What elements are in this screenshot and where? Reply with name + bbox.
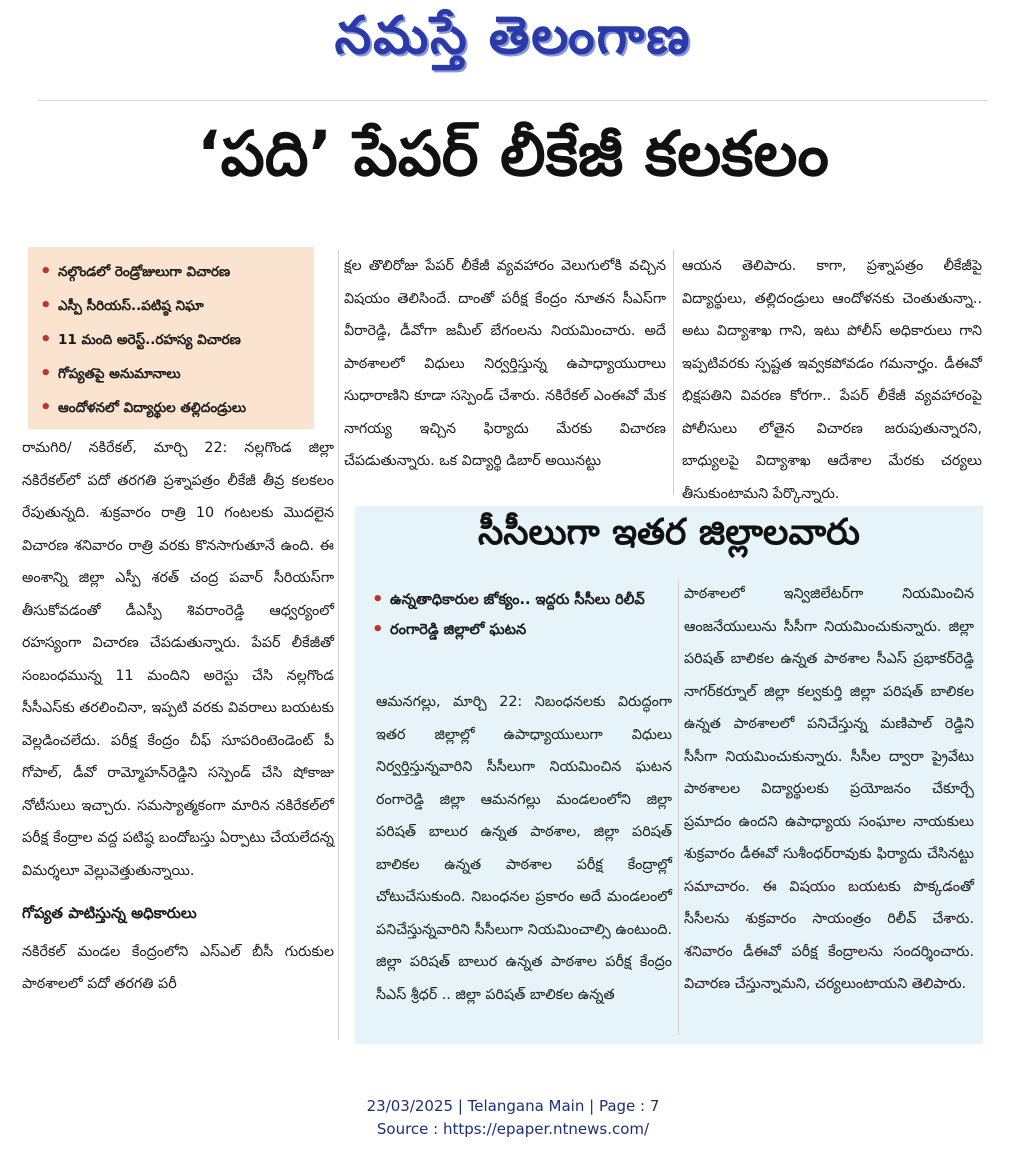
highlights-box — [28, 247, 314, 429]
article-paragraph: నకిరేకల్ మండల కేంద్రంలోని ఎస్‌ఎల్ బీసీ గురుకుల పాఠశాలలో పదో తరగతి పరీ — [22, 943, 334, 992]
article-column-3 — [682, 250, 982, 510]
column-divider — [673, 250, 674, 495]
article-paragraph: ఆమనగల్లు, మార్చి 22: నిబంధనలకు విరుద్ధంగా ఇతర జిల్లాల్లో ఉపాధ్యాయులుగా విధులు నిర్వర్తిస్తున్నవారిని సీసీలుగా నియమించిన ఘటన రంగారెడ్డి జిల్లా ఆమనగల్లు మండలంలోని జిల్లా పరిషత్ బాలుర ఉన్నత పాఠశాల, జిల్లా పరిషత్ బాలికల ఉన్నత పాఠశాల పరీక్ష కేంద్రాల్లో చోటుచేసుకుంది. నిబంధనల ప్రకారం అదే మండలంలో పనిచేస్తున్నవారిని సీసీలుగా నియమించాల్సి ఉంటుంది. జిల్లా పరిషత్ బాలుర ఉన్నత పాఠశాల పరీక్ష కేంద్రం సీఎస్ శ్రీధర్ .. జిల్లా పరిషత్ బాలికల ఉన్నత — [376, 694, 672, 1003]
article-column-2 — [344, 250, 666, 478]
highlights-list — [28, 247, 314, 425]
column-divider — [678, 580, 679, 1035]
sidebar-highlights — [362, 585, 682, 645]
highlight-item: • ఎస్పీ సీరియస్..పటిష్ఠ నిఘా — [58, 289, 308, 323]
article-paragraph: రామగిరి/ నకిరేకల్, మార్చి 22: నల్లగొండ జిల్లా నకిరేకల్‌లో పదో తరగతి ప్రశ్నాపత్రం లీకేజీ తీవ్ర కలకలం రేపుతున్నది. శుక్రవారం రాత్రి 10 గంటలకు మొదలైన విచారణ శనివారం రాత్రి వరకు కొనసాగుతూనే ఉంది. ఈ అంశాన్ని జిల్లా ఎస్పీ శరత్ చంద్ర పవార్ సీరియస్‌గా తీసుకోవడంతో డీఎస్పీ శివరాంరెడ్డి ఆధ్వర్యంలో రహస్యంగా విచారణ చేపడుతున్నారు. పేపర్ లీకేజీతో సంబంధమున్న 11 మందిని అరెస్టు చేసి నల్లగొండ సీసీఎస్‌కు తరలించినా, ఇప్పటి వరకు వివరాలు బయటకు వెల్లడించలేదు. పరీక్ష కేంద్రం చీఫ్ సూపరింటెండెంట్ పీ గోపాల్, డీవో రామ్మోహన్‌రెడ్డిని సస్పెండ్ చేసి షోకాజు నోటీసులు ఇచ్చారు. సమస్యాత్మకంగా మారిన నకిరేకల్‌లో పరీక్ష కేంద్రాల వద్ద పటిష్ఠ బందోబస్తు ఏర్పాటు చేయలేదన్న విమర్శలూ వెల్లువెత్తుతున్నాయి. — [22, 440, 334, 879]
highlight-item: • 11 మంది అరెస్ట్..రహస్య విచారణ — [58, 323, 308, 357]
sidebar-story-title: సీసీలుగా ఇతర జిల్లాలవారు — [478, 512, 860, 553]
sidebar-highlight-item: • ఉన్నతాధికారుల జోక్యం.. ఇద్దరు సీసీలు రిలీవ్ — [390, 585, 682, 615]
sidebar-highlight-item: • రంగారెడ్డి జిల్లాలో ఘటన — [390, 615, 682, 645]
sidebar-story-column-1 — [376, 686, 672, 1011]
footer-source-link[interactable]: Source : https://epaper.ntnews.com/ — [376, 1120, 650, 1138]
highlight-item: • గోప్యతపై అనుమానాలు — [58, 357, 308, 391]
article-column-1 — [22, 432, 334, 1001]
article-paragraph: పాఠశాలలో ఇన్విజిలేటర్‌గా నియమించిన ఆంజనేయులును సీసీగా నియమించుకున్నారు. జిల్లా పరిషత్ బాలికల ఉన్నత పాఠశాల సీఎస్ ప్రభాకర్‌రెడ్డి నాగర్‌కర్నూల్ జిల్లా కల్వకుర్తి జిల్లా పరిషత్ బాలికల ఉన్నత పాఠశాలలో పనిచేస్తున్న మణిపాల్ రెడ్డిని సీసీగా నియమించుకున్నారు. సీసీల ద్వారా ప్రైవేటు పాఠశాలల విద్యార్థులకు ప్రయోజనం చేకూర్చే ప్రమాదం ఉందని ఉపాధ్యాయ సంఘాల నాయకులు శుక్రవారం డీఈవో సుశీంధర్‌రావుకు ఫిర్యాదు చేసినట్టు సమాచారం. ఈ విషయం బయటకు పొక్కడంతో సీసీలను శుక్రవారం సాయంత్రం రిలీవ్ చేశారు. శనివారం డీఈవో పరీక్ష కేంద్రాలను సందర్శించారు. విచారణ చేస్తున్నామని, చర్యలుంటాయని తెలిపారు. — [684, 586, 974, 992]
newspaper-masthead: నమస్తే తెలంగాణ — [334, 6, 692, 66]
masthead-rule — [38, 100, 988, 101]
article-headline: ‘పది’ పేపర్ లీకేజీ కలకలం — [197, 117, 829, 190]
highlight-item: • ఆందోళనలో విద్యార్థుల తల్లిదండ్రులు — [58, 391, 308, 425]
article-paragraph: ఆయన తెలిపారు. కాగా, ప్రశ్నాపత్రం లీకేజీపై విద్యార్థులు, తల్లిదండ్రులు ఆందోళనకు చెంతుతున్నా.. అటు విద్యాశాఖ గాని, ఇటు పోలీస్ అధికారులు గాని ఇప్పటివరకు స్పష్టత ఇవ్వకపోవడం గమనార్హం. డీఈవో భిక్షపతిని వివరణ కోరగా.. పేపర్ లీకేజీ వ్యవహారంపై పోలీసులు లోతైన విచారణ జరుపుతున్నారని, బాధ్యులపై విద్యాశాఖ ఆదేశాల మేరకు చర్యలు తీసుకుంటామని పేర్కొన్నారు. — [682, 258, 982, 502]
highlight-item: • నల్గొండలో రెండ్రోజులుగా విచారణ — [58, 255, 308, 289]
article-paragraph: క్షల తొలిరోజు పేపర్ లీకేజీ వ్యవహారం వెలుగులోకి వచ్చిన విషయం తెలిసిందే. దాంతో పరీక్ష కేంద్రం నూతన సీఎస్‌గా వీరారెడ్డి, డీవోగా జమీల్ బేగంలను నియమించారు. అదే పాఠశాలలో విధులు నిర్వర్తిస్తున్న ఉపాధ్యాయురాలు సుధారాణిని కూడా సస్పెండ్ చేశారు. నకిరేకల్ ఎంఈవో మేక నాగయ్య ఇచ్చిన ఫిర్యాదు మేరకు విచారణ చేపడుతున్నారు. ఒక విద్యార్థి డిబార్ అయినట్టు — [344, 258, 666, 469]
article-subheading: గోప్యత పాటిస్తున్న అధికారులు — [22, 904, 197, 922]
sidebar-highlights-list — [362, 585, 682, 645]
sidebar-story-column-2 — [684, 578, 974, 1001]
column-divider — [338, 250, 339, 1040]
footer-edition-info: 23/03/2025 | Telangana Main | Page : 7 — [366, 1097, 660, 1115]
